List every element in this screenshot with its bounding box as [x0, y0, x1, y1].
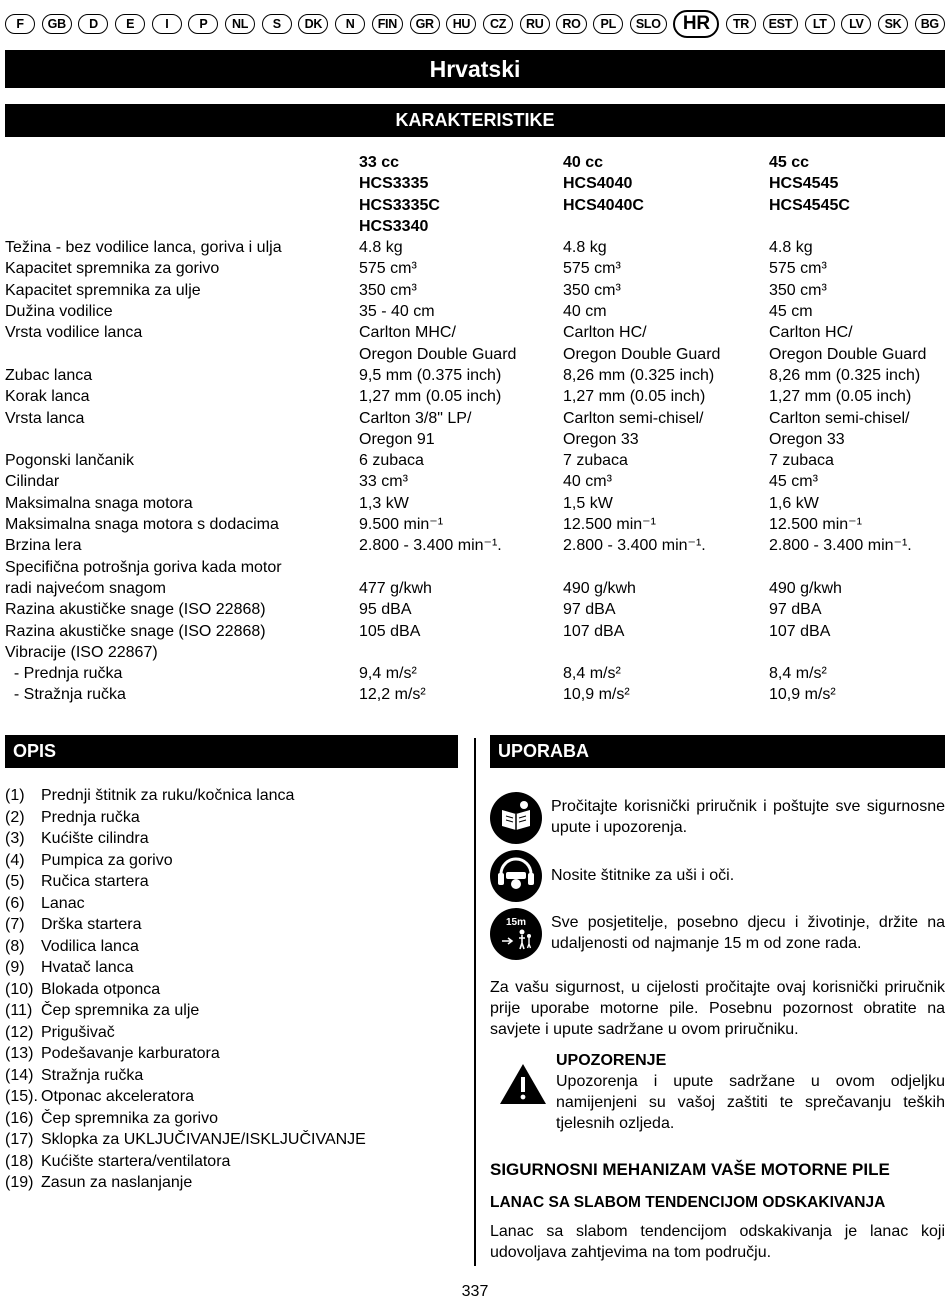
list-item	[5, 1022, 465, 1044]
part-number: (19)	[5, 1174, 34, 1191]
spec-row	[5, 663, 950, 684]
spec-label: - Prednja ručka	[5, 665, 123, 683]
ear-eye-protection-icon	[490, 850, 542, 902]
part-label: Lanac	[41, 894, 85, 912]
spec-row	[5, 642, 950, 663]
language-tab-slo[interactable]: SLO	[630, 14, 667, 34]
spec-value: 8,4 m/s²	[563, 665, 621, 683]
spec-label: Vrsta lanca	[5, 409, 85, 427]
spec-value: 10,9 m/s²	[563, 686, 630, 704]
spec-value: 8,4 m/s²	[769, 665, 827, 683]
spec-row	[5, 429, 950, 450]
part-number: (13)	[5, 1045, 34, 1062]
distance-label: 15m	[505, 917, 527, 928]
usage-item-text: Sve posjetitelje, posebno djecu i životinje, držite na udaljenosti od najmanje 15 m od zone rada.	[551, 914, 945, 952]
spec-value: HCS3335	[359, 175, 429, 193]
spec-value: 1,27 mm (0.05 inch)	[563, 388, 706, 406]
language-tab-s[interactable]: S	[262, 14, 292, 34]
spec-value: 10,9 m/s²	[769, 686, 836, 704]
part-label: Otponac akceleratora	[41, 1088, 194, 1105]
spec-row	[5, 684, 950, 705]
spec-value: 4.8 kg	[769, 239, 813, 257]
spec-value: 2.800 - 3.400 min⁻¹.	[359, 537, 502, 555]
low-kickback-text: Lanac sa slabom tendencijom odskakivanja je lanac koji udovoljava zahtjevima na tom području.	[490, 1223, 945, 1261]
language-tab-pl[interactable]: PL	[593, 14, 623, 34]
language-tab-lt[interactable]: LT	[805, 14, 835, 34]
spec-row	[5, 450, 950, 471]
list-item	[5, 850, 465, 872]
parts-list	[5, 785, 465, 1194]
part-label: Sklopka za UKLJUČIVANJE/ISKLJUČIVANJE	[41, 1131, 366, 1148]
spec-label: Cilindar	[5, 473, 60, 491]
spec-label: Kapacitet spremnika za gorivo	[5, 260, 220, 278]
part-label: Prigušivač	[41, 1023, 115, 1041]
spec-row	[5, 322, 950, 343]
spec-label: Težina - bez vodilice lanca, goriva i ulja	[5, 239, 282, 257]
warning-text: Upozorenja i upute sadržane u ovom odjeljku namijenjeni su vašoj zaštiti te sprečavanju teških tjelesnih ozljeda.	[556, 1073, 945, 1132]
spec-value: HCS3340	[359, 217, 429, 235]
spec-value	[563, 216, 769, 237]
part-number: (18)	[5, 1152, 34, 1170]
spec-value	[359, 557, 563, 578]
spec-value: 1,6 kW	[769, 494, 819, 512]
part-number: (8)	[5, 937, 25, 955]
spec-value: Oregon Double Guard	[563, 345, 721, 363]
spec-row	[5, 344, 950, 365]
spec-label: Pogonski lančanik	[5, 452, 134, 470]
part-number: (9)	[5, 959, 25, 976]
language-tab-ro[interactable]: RO	[556, 14, 586, 34]
list-item	[5, 1065, 465, 1087]
spec-row	[5, 557, 950, 578]
spec-value: HCS4545	[769, 175, 839, 193]
list-item	[5, 785, 465, 807]
spec-value: 9,5 mm (0.375 inch)	[359, 366, 502, 384]
spec-value: 1,27 mm (0.05 inch)	[769, 388, 912, 406]
spec-value: 1,27 mm (0.05 inch)	[359, 388, 502, 406]
spec-value	[769, 557, 945, 578]
part-label: Čep spremnika za gorivo	[41, 1109, 218, 1127]
spec-label: Vibracije (ISO 22867)	[5, 643, 158, 661]
language-tab-fin[interactable]: FIN	[372, 14, 403, 34]
usage-item-text: Pročitajte korisnički priručnik i poštujte sve sigurnosne upute i upozorenja.	[551, 798, 945, 836]
spec-row	[5, 301, 950, 322]
list-item	[5, 1000, 465, 1022]
spec-value: 35 - 40 cm	[359, 303, 435, 321]
usage-item-text: Nosite štitnike za uši i oči.	[551, 867, 735, 884]
section-heading-opis: OPIS	[5, 735, 458, 768]
spec-value: Carlton MHC/	[359, 324, 456, 342]
spec-value: 7 zubaca	[769, 452, 834, 470]
spec-value: 8,26 mm (0.325 inch)	[563, 366, 715, 384]
spec-row	[5, 365, 950, 386]
language-bar	[5, 12, 945, 36]
spec-label: radi najvećom snagom	[5, 579, 166, 597]
spec-value: 575 cm³	[769, 260, 827, 278]
part-label: Pumpica za gorivo	[41, 851, 173, 869]
list-item	[5, 807, 465, 829]
part-number: (3)	[5, 830, 25, 847]
spec-value: HCS4040C	[563, 196, 644, 214]
part-number: (11)	[5, 1002, 33, 1019]
spec-row	[5, 408, 950, 429]
list-item	[5, 936, 465, 958]
spec-value: 350 cm³	[769, 281, 827, 299]
spec-value: 40 cm³	[563, 473, 612, 491]
language-tab-dk[interactable]: DK	[298, 14, 328, 34]
spec-label	[5, 195, 359, 216]
spec-label: Vrsta vodilice lanca	[5, 324, 143, 342]
spec-value: 1,3 kW	[359, 494, 409, 512]
spec-value: 12.500 min⁻¹	[563, 516, 656, 534]
language-tab-gr[interactable]: GR	[410, 14, 440, 34]
spec-row	[5, 514, 950, 535]
language-tab-d[interactable]: D	[78, 14, 108, 34]
spec-value: 8,26 mm (0.325 inch)	[769, 366, 921, 384]
spec-row	[5, 471, 950, 492]
spec-label: Kapacitet spremnika za ulje	[5, 281, 201, 299]
spec-row	[5, 578, 950, 599]
spec-value: HCS4040	[563, 175, 633, 193]
page-title: Hrvatski	[5, 50, 945, 88]
spec-value: 95 dBA	[359, 601, 412, 619]
spec-label: Razina akustičke snage (ISO 22868)	[5, 622, 266, 640]
spec-value: 1,5 kW	[563, 494, 613, 512]
specifications-table	[5, 152, 950, 706]
language-tab-p[interactable]: P	[188, 14, 218, 34]
language-tab-lv[interactable]: LV	[841, 14, 871, 34]
list-item	[5, 893, 465, 915]
read-manual-icon	[490, 792, 542, 844]
page-number: 337	[461, 1283, 489, 1300]
spec-row	[5, 386, 950, 407]
spec-label: Korak lanca	[5, 388, 90, 406]
spec-value: 40 cc	[563, 154, 604, 171]
language-tab-bg[interactable]: BG	[915, 14, 945, 34]
spec-value: 97 dBA	[769, 601, 822, 619]
language-tab-n[interactable]: N	[335, 14, 365, 34]
list-item	[5, 914, 465, 936]
spec-value: 2.800 - 3.400 min⁻¹.	[769, 537, 912, 555]
section-heading-karakteristike: KARAKTERISTIKE	[5, 104, 945, 137]
spec-value: Oregon 33	[563, 430, 639, 448]
spec-value: 477 g/kwh	[359, 579, 432, 597]
spec-label	[5, 216, 359, 237]
spec-row	[5, 237, 950, 258]
list-item	[5, 1172, 465, 1194]
spec-label: Zubac lanca	[5, 366, 93, 384]
spec-row	[5, 493, 950, 514]
list-item	[5, 1043, 465, 1065]
language-tab-f[interactable]: F	[5, 14, 35, 34]
spec-row	[5, 535, 950, 556]
spec-label	[5, 173, 359, 194]
spec-header-row	[5, 195, 950, 216]
spec-value: 9.500 min⁻¹	[359, 516, 444, 534]
spec-value: 97 dBA	[563, 601, 616, 619]
part-number: (17)	[5, 1131, 34, 1148]
spec-value: 6 zubaca	[359, 452, 424, 470]
spec-header-row	[5, 216, 950, 237]
part-label: Hvatač lanca	[41, 959, 134, 976]
part-label: Vodilica lanca	[41, 937, 139, 955]
spec-label: Brzina lera	[5, 537, 82, 555]
spec-value: 12,2 m/s²	[359, 686, 426, 704]
spec-value	[769, 642, 945, 663]
language-tab-est[interactable]: EST	[763, 14, 798, 34]
language-tab-sk[interactable]: SK	[878, 14, 908, 34]
spec-value: HCS3335C	[359, 196, 440, 214]
part-number: (7)	[5, 916, 25, 933]
language-tab-i[interactable]: I	[152, 14, 182, 34]
spec-value	[769, 216, 945, 237]
spec-value: 45 cm	[769, 303, 813, 321]
spec-value: 33 cm³	[359, 473, 408, 491]
spec-header-row	[5, 152, 950, 173]
list-item	[5, 1151, 465, 1173]
language-tab-hu[interactable]: HU	[446, 14, 476, 34]
distance-15m-icon	[490, 908, 542, 960]
spec-label: Dužina vodilice	[5, 303, 113, 321]
spec-label: Specifična potrošnja goriva kada motor	[5, 558, 282, 576]
part-number: (12)	[5, 1023, 34, 1041]
spec-value: Carlton semi-chisel/	[563, 409, 704, 427]
spec-value: 105 dBA	[359, 622, 421, 640]
spec-value: Carlton semi-chisel/	[769, 409, 910, 427]
spec-value: 2.800 - 3.400 min⁻¹.	[563, 537, 706, 555]
spec-label: - Stražnja ručka	[5, 686, 126, 704]
part-number: (5)	[5, 873, 25, 890]
part-number: (2)	[5, 808, 25, 826]
spec-value: 350 cm³	[359, 281, 417, 299]
spec-value: 12.500 min⁻¹	[769, 516, 862, 534]
list-item	[5, 871, 465, 893]
spec-value: 490 g/kwh	[769, 579, 842, 597]
language-tab-tr[interactable]: TR	[726, 14, 756, 34]
language-tab-e[interactable]: E	[115, 14, 145, 34]
language-tab-ru[interactable]: RU	[520, 14, 550, 34]
spec-value: 107 dBA	[769, 622, 831, 640]
spec-value: 33 cc	[359, 154, 400, 171]
list-item	[5, 1108, 465, 1130]
spec-label: Maksimalna snaga motora	[5, 494, 193, 512]
spec-label: Maksimalna snaga motora s dodacima	[5, 516, 279, 534]
warning-triangle-icon	[498, 1062, 548, 1106]
spec-row	[5, 258, 950, 279]
spec-value: 45 cm³	[769, 473, 818, 491]
spec-row	[5, 621, 950, 642]
column-divider	[474, 738, 476, 1266]
part-number: (16)	[5, 1109, 34, 1127]
spec-value: 7 zubaca	[563, 452, 628, 470]
spec-value: 107 dBA	[563, 622, 625, 640]
list-item	[5, 828, 465, 850]
spec-value: 490 g/kwh	[563, 579, 636, 597]
part-label: Podešavanje karburatora	[41, 1045, 220, 1062]
spec-value: Oregon Double Guard	[359, 345, 517, 363]
spec-value: Carlton 3/8" LP/	[359, 409, 472, 427]
part-number: (6)	[5, 894, 25, 912]
section-heading-uporaba: UPORABA	[490, 735, 945, 768]
language-tab-nl[interactable]: NL	[225, 14, 255, 34]
spec-value: Oregon 91	[359, 430, 435, 448]
part-label: Stražnja ručka	[41, 1066, 144, 1084]
part-label: Prednja ručka	[41, 808, 140, 826]
part-label: Kućište startera/ventilatora	[41, 1152, 231, 1170]
part-number: (1)	[5, 787, 25, 804]
spec-value: 575 cm³	[359, 260, 417, 278]
part-label: Blokada otponca	[41, 980, 161, 998]
spec-value: 9,4 m/s²	[359, 665, 417, 683]
part-label: Drška startera	[41, 916, 142, 933]
spec-value	[563, 557, 769, 578]
language-tab-hr[interactable]: HR	[673, 10, 719, 38]
spec-value: 350 cm³	[563, 281, 621, 299]
warning-title: UPOZORENJE	[556, 1052, 667, 1069]
spec-value: HCS4545C	[769, 196, 850, 214]
spec-value: Carlton HC/	[769, 324, 853, 342]
spec-value: 40 cm	[563, 303, 607, 321]
language-tab-cz[interactable]: CZ	[483, 14, 513, 34]
part-label: Kućište cilindra	[41, 830, 149, 847]
part-number: (14)	[5, 1066, 34, 1084]
spec-value: Oregon Double Guard	[769, 345, 927, 363]
part-label: Prednji štitnik za ruku/kočnica lanca	[41, 787, 295, 804]
part-number: (4)	[5, 851, 25, 869]
safety-mechanism-heading: SIGURNOSNI MEHANIZAM VAŠE MOTORNE PILE	[490, 1160, 890, 1179]
part-number: (15).	[5, 1088, 38, 1105]
part-label: Zasun za naslanjanje	[41, 1174, 193, 1191]
part-number: (10)	[5, 980, 34, 998]
spec-label	[5, 429, 359, 450]
list-item	[5, 1129, 465, 1151]
part-label: Čep spremnika za ulje	[41, 1002, 200, 1019]
spec-label	[5, 344, 359, 365]
spec-value: Carlton HC/	[563, 324, 647, 342]
language-tab-gb[interactable]: GB	[42, 14, 72, 34]
spec-row	[5, 599, 950, 620]
safety-paragraph: Za vašu sigurnost, u cijelosti pročitajte ovaj korisnički priručnik prije uporabe motorne pile. Posebnu pozornost obratite na savjete i upute sadržane u ovom priručniku.	[490, 979, 945, 1038]
list-item	[5, 957, 465, 979]
low-kickback-heading: LANAC SA SLABOM TENDENCIJOM ODSKAKIVANJA	[490, 1194, 886, 1211]
spec-header-row	[5, 173, 950, 194]
list-item	[5, 1086, 465, 1108]
spec-value: Oregon 33	[769, 430, 845, 448]
spec-label	[5, 152, 359, 173]
spec-value: 4.8 kg	[359, 239, 403, 257]
spec-value: 4.8 kg	[563, 239, 607, 257]
spec-label: Razina akustičke snage (ISO 22868)	[5, 601, 266, 619]
spec-value	[563, 642, 769, 663]
list-item	[5, 979, 465, 1001]
spec-value	[359, 642, 563, 663]
spec-row	[5, 280, 950, 301]
spec-value: 575 cm³	[563, 260, 621, 278]
spec-value: 45 cc	[769, 154, 810, 171]
part-label: Ručica startera	[41, 873, 149, 890]
